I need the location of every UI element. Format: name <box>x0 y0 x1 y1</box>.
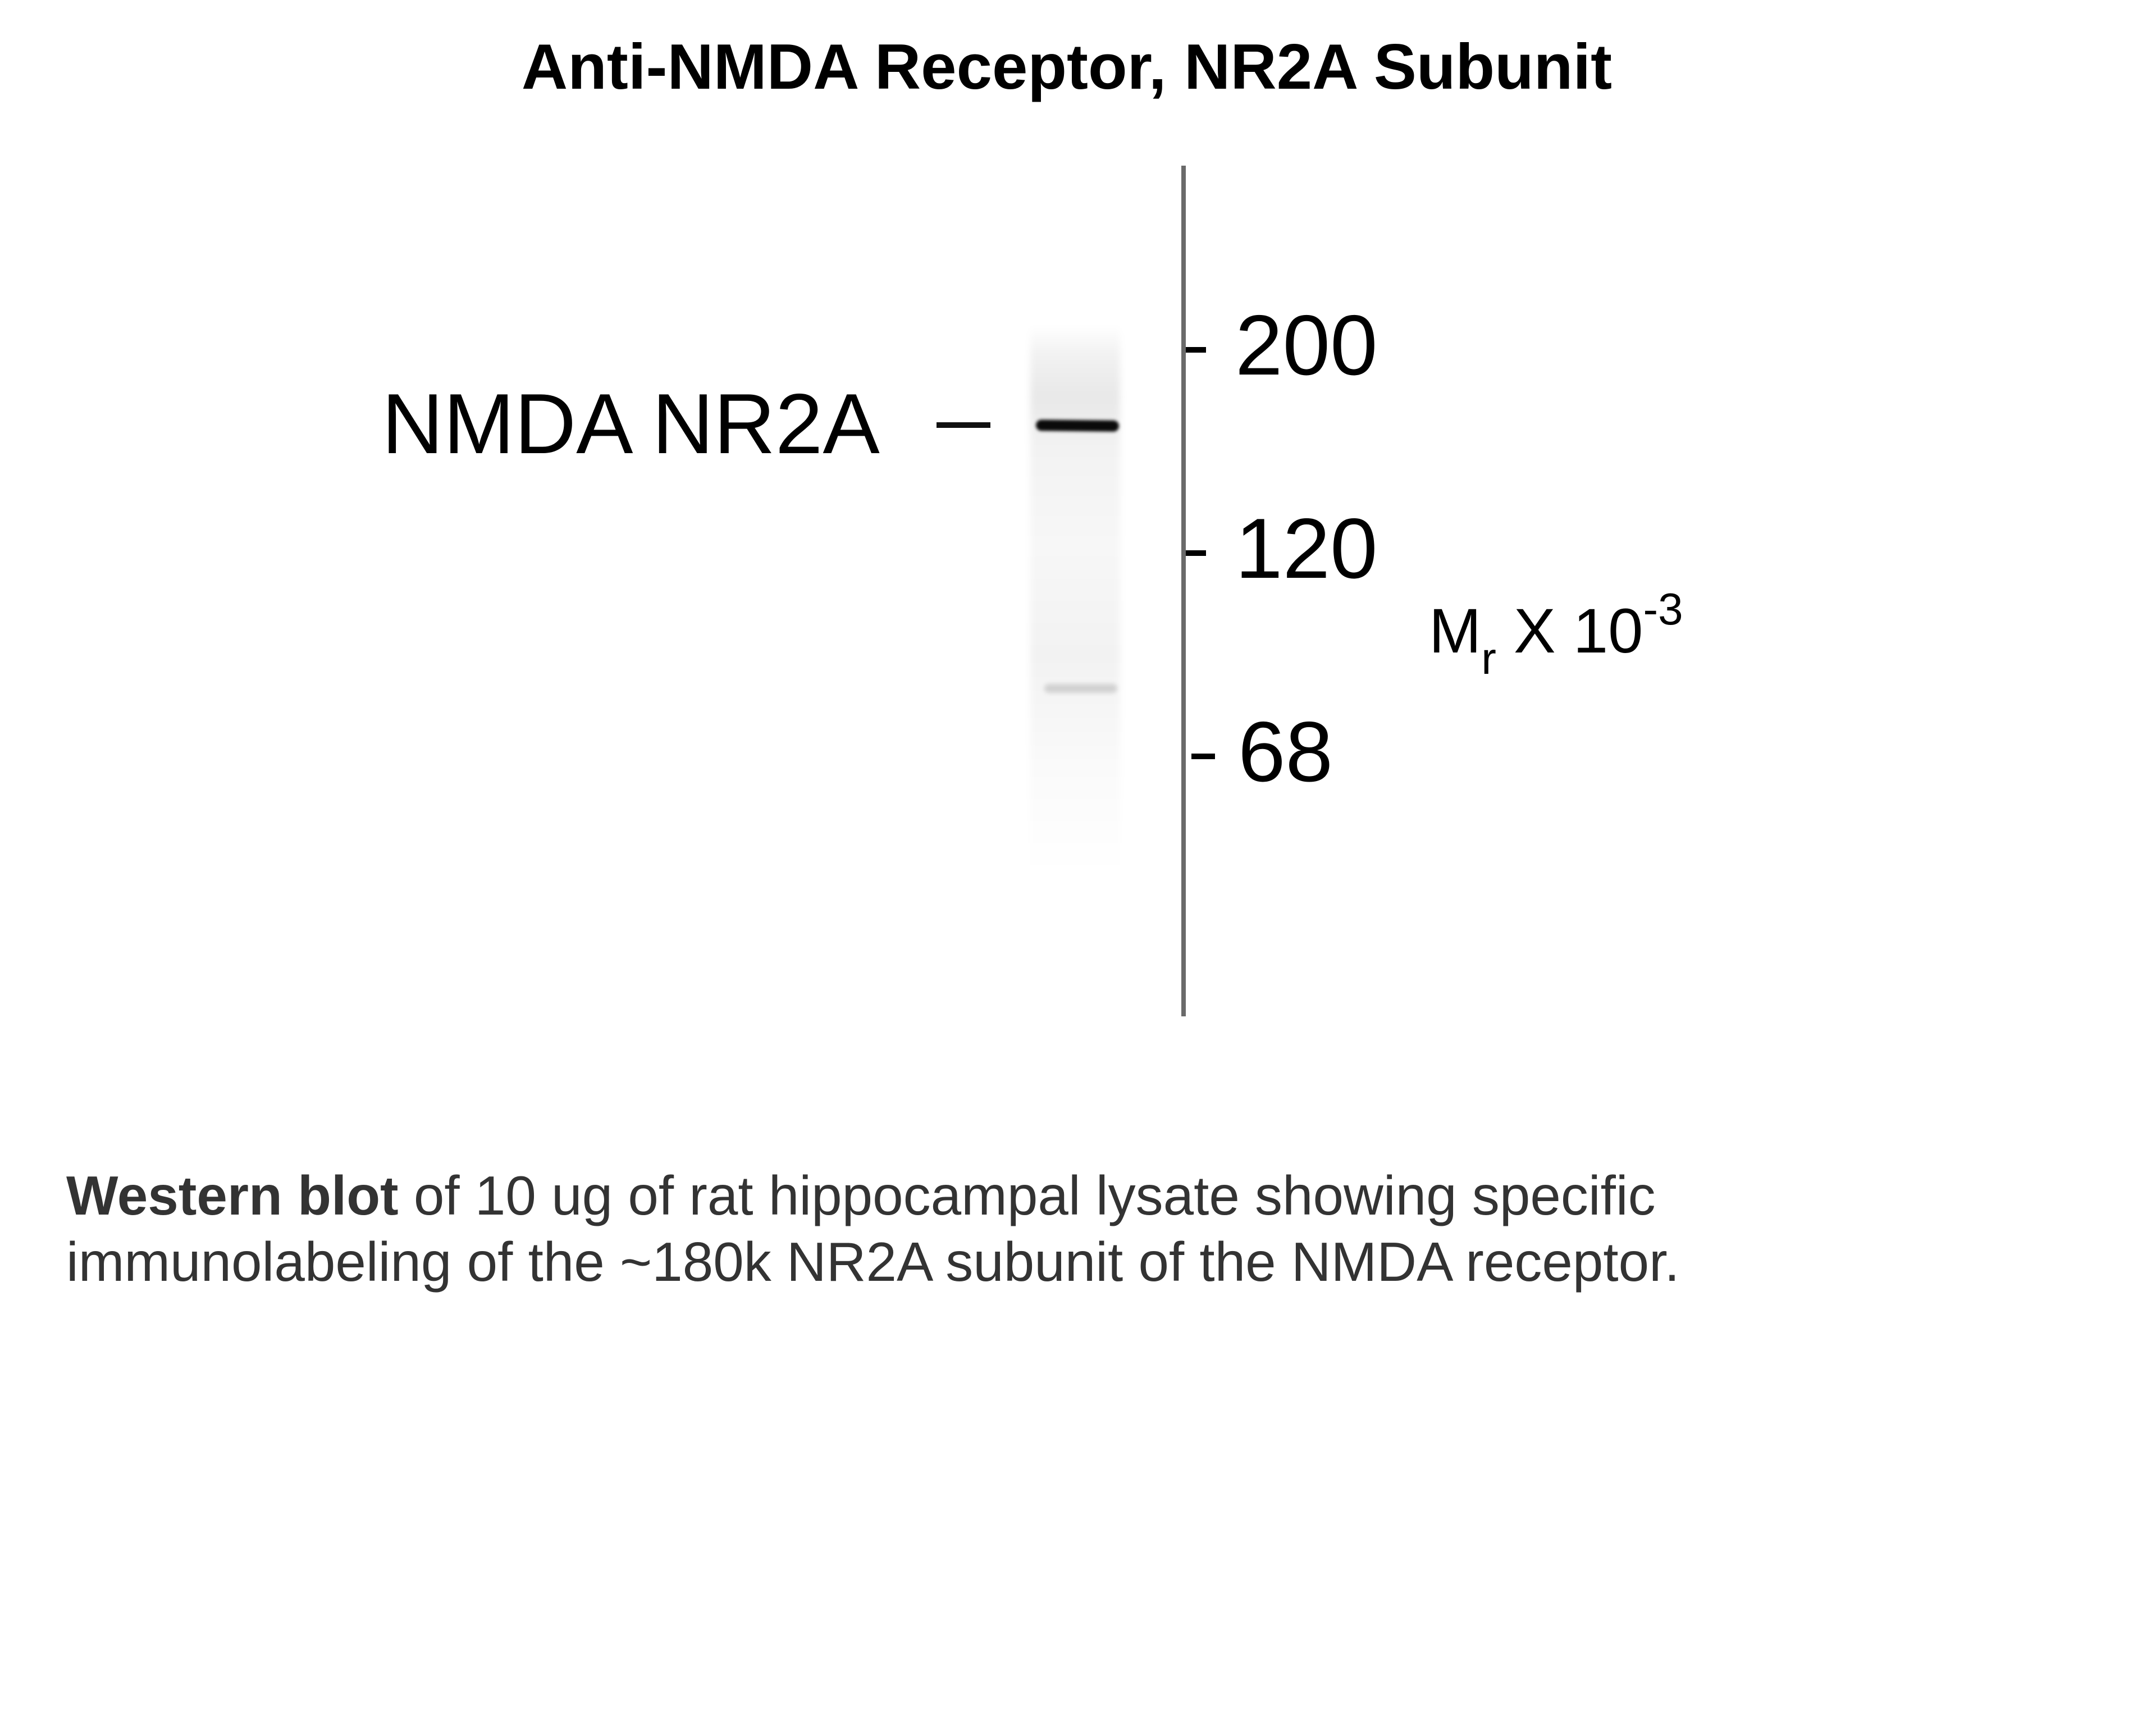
marker-label-68: 68 <box>1238 704 1333 800</box>
mr-main: M <box>1429 596 1482 666</box>
tick-120 <box>1186 550 1206 556</box>
caption-line1: of 10 ug of rat hippocampal lysate showing specific <box>398 1165 1656 1226</box>
mr-sup: -3 <box>1643 584 1683 634</box>
band-label: NMDA NR2A <box>382 376 880 472</box>
band-pointer-dash <box>937 422 990 428</box>
mr-sub: r <box>1481 633 1496 683</box>
caption-line2: immunolabeling of the ~180k NR2A subunit of the NMDA receptor. <box>66 1231 1680 1293</box>
tick-68 <box>1191 754 1215 759</box>
marker-axis-line <box>1181 166 1186 1016</box>
figure-caption <box>66 1162 2088 1295</box>
nr2a-band <box>1036 419 1119 432</box>
tick-200 <box>1186 347 1206 353</box>
figure-title: Anti-NMDA Receptor, NR2A Subunit <box>521 31 1613 103</box>
caption-bold: Western blot <box>66 1165 399 1226</box>
marker-label-120: 120 <box>1235 501 1378 596</box>
molecular-weight-unit-label <box>1429 573 1683 695</box>
lane-smear <box>1030 326 1120 876</box>
marker-label-200: 200 <box>1235 298 1378 393</box>
faint-band <box>1044 684 1117 693</box>
mr-mid: X 10 <box>1496 596 1643 666</box>
